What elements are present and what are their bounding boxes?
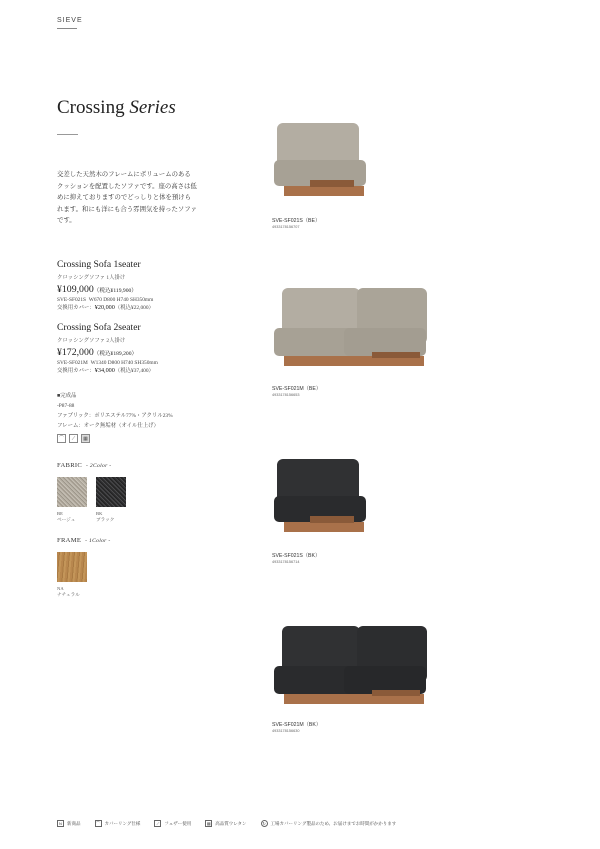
- product-name: Crossing Sofa 2seater: [57, 322, 141, 333]
- product-subtitle: クロッシングソファ 2人掛け: [57, 338, 126, 344]
- feather-icon: ⟋: [69, 434, 78, 443]
- fabric-swatch-bk: [96, 477, 126, 507]
- fabric-code: BE: [57, 511, 63, 516]
- cover-icon: ⌒: [58, 436, 64, 442]
- frame-code: NA: [57, 586, 64, 591]
- frame-option[interactable]: [57, 552, 87, 598]
- factory-icon: ↻: [262, 821, 266, 826]
- jan-code: 4933178156630: [272, 729, 300, 733]
- intro-text: 交差した天然木のフレームにボリュームのあるクッションを配置したソファです。座の高さは低めに抑えておりますのでどっしりと体を預けられます。和にも洋にも合う雰囲気を持ったソファです。: [57, 171, 197, 225]
- brand-underline: [57, 28, 77, 29]
- image-caption: SVE-SF021S（BK）: [272, 553, 321, 559]
- fabric-name: ブラック: [96, 517, 115, 522]
- image-caption: SVE-SF021M（BE）: [272, 386, 322, 392]
- fabric-icon: ▦: [81, 434, 90, 443]
- frame-heading: FRAME - 1Color -: [57, 537, 111, 544]
- sofa-image-single-bk: [272, 454, 372, 539]
- sofa-image-single-be: [272, 118, 372, 203]
- legend-cover: ⌒ カバーリング仕様: [96, 820, 141, 826]
- sofa-image-double-be: [272, 284, 432, 374]
- brand-logo: SIEVE: [57, 17, 83, 24]
- legend-factory: ↻ 工場カバーリング製品のため、お届けまでお時間がかかります: [262, 820, 397, 826]
- sofa-image-double-bk: [272, 622, 432, 712]
- product-spec: SVE-SF021S W670 D800 H740 SH350mm 交換用カバー：¥20,000（税込¥22,000）: [57, 297, 154, 311]
- page-title: Crossing Series: [57, 97, 176, 118]
- jan-code: 4933178156714: [272, 560, 300, 564]
- fabric-option[interactable]: [57, 477, 87, 523]
- legend-new: N 新商品: [57, 820, 81, 827]
- new-icon: N: [57, 820, 64, 827]
- product-price: ¥109,000（税込¥119,900）: [57, 284, 137, 295]
- spec-icons: [57, 434, 90, 443]
- fabric-icon: ▦: [206, 821, 211, 826]
- jan-code: 4933178156707: [272, 225, 300, 229]
- cover-icon: ⌒: [96, 821, 100, 826]
- product-price: ¥172,000（税込¥189,200）: [57, 347, 138, 358]
- frame-name: ナチュラル: [57, 592, 80, 597]
- image-caption: SVE-SF021S（BE）: [272, 218, 321, 224]
- legend-urethane: ▦ 高品質ウレタン: [206, 820, 247, 826]
- product-notes: ■完成品 -P87-88 ファブリック：ポリエステル77%・アクリル23% フレーム：オーク無垢材（オイル仕上げ）: [57, 393, 173, 429]
- feather-icon: ⟋: [154, 820, 161, 827]
- product-name: Crossing Sofa 1seater: [57, 259, 141, 270]
- fabric-swatch-be: [57, 477, 87, 507]
- legend-feather: ⟋ フェザー使用: [154, 820, 191, 827]
- fabric-heading: FABRIC - 2Color -: [57, 462, 112, 469]
- product-subtitle: クロッシングソファ 1人掛け: [57, 275, 126, 281]
- fabric-option[interactable]: [96, 477, 126, 523]
- fabric-code: BK: [96, 511, 103, 516]
- product-spec: SVE-SF021M W1340 D800 H740 SH350mm 交換用カバー：¥34,000（税込¥37,400）: [57, 360, 158, 374]
- title-rule: [57, 134, 78, 135]
- frame-swatch-na: [57, 552, 87, 582]
- footer-legend: [57, 820, 396, 827]
- image-caption: SVE-SF021M（BK）: [272, 722, 322, 728]
- jan-code: 4933178156653: [272, 393, 300, 397]
- fabric-name: ベージュ: [57, 517, 76, 522]
